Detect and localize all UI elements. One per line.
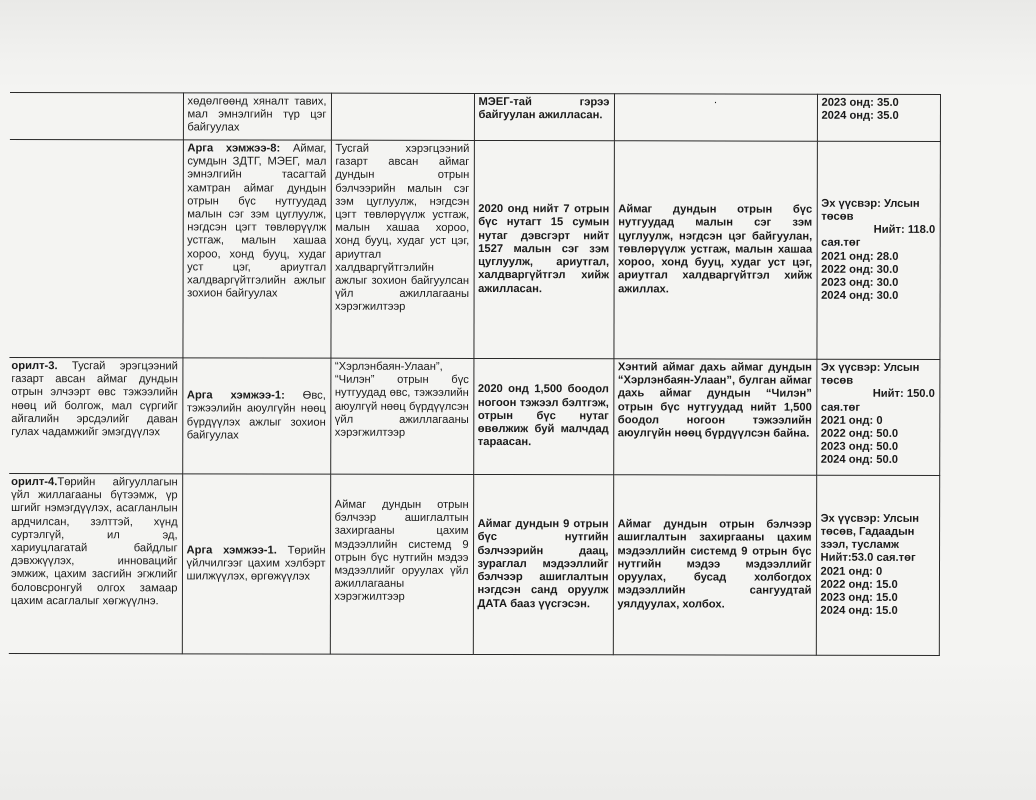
cell-measure — [182, 474, 330, 654]
cell-target — [614, 94, 817, 141]
cell-indicator — [331, 93, 474, 140]
document-table-wrapper — [9, 92, 940, 656]
cell-text: Төрийн үйлчилгээг цахим хэлбэрт шилжүүлэх, өргөжүүлэх — [186, 544, 326, 583]
cell-budget — [816, 475, 939, 655]
cell-text: Аймаг дундын отрын бэлчээр ашиглалтын захиргааны цахим мэдээллийн системд 9 отрын бүс нутгийн мэдээ мэдээллийг оруулах, бусад холбогдох мэдээллийн сангуудтай уялдуулах, холбох. — [617, 518, 812, 610]
cell-objective — [9, 473, 182, 653]
budget-line: 2021 онд: 28.0 — [821, 250, 899, 263]
cell-objective — [9, 139, 182, 357]
cell-text: Хэнтий аймаг дахь аймаг дундын “Хэрлэнбаян-Улаан”, булган аймаг дахь аймаг дундын “Чилэн” отрын бүс нутгуудад нийт 1,500 боодол ногоон тэжээлийн аюулгүйн нөөц бүрдүүлсэн байна. — [617, 361, 812, 440]
budget-line: Эх үүсвэр: Улсын төсөв — [820, 361, 920, 387]
cell-text: Тусгай хэрэгцээний газарт авсан аймаг дундын отрын бэлчээрийн малын сэг зэм цуглуулж, нэгдсэн цэгт төвлөрүүлж устгаж, малын хашаа хороо, хонд бууц, худаг уст цэг, ариутгал халдваргүйтгэлийн ажлыг зохион байгуулсан үйл ажиллагааны хэрэгжилтээр — [335, 142, 470, 314]
cell-text: 2020 онд нийт 7 отрын бүс нутагт 15 сумын нутаг дэвсгэрт нийт 1527 малын сэг зэм цуглуулж, ариутгал, халдваргүйтгэл хийж ажилласан. — [478, 203, 610, 295]
scan-bottom-margin — [0, 655, 1036, 800]
cell-text: “Хэрлэнбаян-Улаан”, “Чилэн” отрын бүс нутгуудад өвс, тэжээлийн аюулгүй нөөц бүрдүүлсэн үйл ажиллагааны хэрэгжилтээр — [334, 360, 469, 439]
cell-measure — [182, 140, 330, 358]
budget-line: 2022 онд: 15.0 — [820, 578, 898, 591]
objective-heading: орилт-3. — [11, 360, 58, 373]
budget-line: 2022 онд: 30.0 — [821, 263, 899, 276]
budget-line: 2024 онд: 50.0 — [820, 454, 899, 467]
budget-line: Нийт: 118.0 — [873, 223, 936, 237]
action-plan-table — [9, 92, 941, 656]
cell-baseline — [473, 474, 613, 654]
table-row — [9, 139, 939, 359]
cell-target — [613, 475, 816, 655]
budget-line: Эх үүсвэр: Улсын төсөв, Гадаадын зээл, тусламж — [820, 512, 920, 551]
cell-budget — [816, 141, 939, 359]
cell-text: · — [713, 96, 718, 109]
budget-line: Нийт: 150.0 — [872, 388, 935, 401]
budget-line: 2023 онд: 50.0 — [820, 440, 899, 454]
cell-budget — [817, 94, 940, 141]
budget-line: 2024 онд: 35.0 — [821, 109, 899, 123]
cell-text: МЭЕГ-тай гэрээ байгуулан ажилласан. — [478, 95, 610, 122]
budget-line: 2024 онд: 30.0 — [821, 289, 899, 302]
table-row — [9, 473, 939, 655]
cell-indicator — [330, 358, 473, 474]
cell-text: Тусгай эрэгцээний газарт авсан аймаг дундын отрын элчээрт өвс тэжээлийн нөөц ий болгож, мал сүргийг айгалийн эрсдэлийг даван гулах чадамжийг эмэгдүүлэх — [11, 360, 178, 439]
cell-baseline — [474, 93, 614, 140]
measure-heading: Арга хэмжээ-1. — [186, 544, 277, 557]
table-row — [10, 93, 940, 142]
cell-objective — [9, 357, 182, 473]
table-row — [9, 357, 939, 475]
cell-indicator — [330, 140, 473, 358]
cell-text: Аймаг, сумдын ЗДТГ, МЭЕГ, мал эмнэлгийн тасагтай хамтран аймаг дундын отрын бүс нутгуудад малын сэг зэм цуглуулж, нэгдсэн цэгт төвлөрүүлж устгаж, малын хашаа хороо, хонд бууц, худаг уст цэг, ариутгал халдваргүйтгэлийн ажлыг зохион байгуулах — [187, 142, 327, 300]
budget-line: 2023 онд: 35.0 — [821, 96, 899, 109]
budget-line: 2022 онд: 50.0 — [820, 427, 899, 440]
budget-line: 2021 онд: 0 — [820, 565, 883, 578]
budget-line: 2023 онд: 15.0 — [820, 591, 898, 604]
cell-text: Төрийн айгууллагын үйл жиллагааны бүтээмж, үр шгийг нэмэгдүүлэх, асагланлын ардчилсан, зэлттэй, хүнд суртэлгүй, ил эд, хариуцлагатай байдлыг дэвхжүүлэх, инновацийг эмжиж, цахим засгийн эгжлийг боловсронгуй олгох замаар цахим асаглалыг хөгжүүлнэ. — [10, 476, 178, 608]
measure-heading: Арга хэмжээ-1: — [186, 389, 285, 402]
measure-heading: Арга хэмжээ-8: — [187, 142, 281, 155]
cell-text: Аймаг дундын отрын бэлчээр ашиглалтын захиргааны цахим мэдээллийн системд 9 отрын бүс нутгийн мэдээ мэдээллийг оруулах үйл ажиллагааны хэрэгжилтээр — [334, 498, 469, 604]
budget-line: 2023 онд: 30.0 — [821, 276, 899, 289]
budget-line: 2024 онд: 15.0 — [820, 604, 898, 617]
cell-target — [613, 359, 816, 475]
cell-target — [613, 141, 816, 359]
objective-heading: орилт-4. — [11, 476, 58, 489]
cell-text: Аймаг дундын отрын бүс нутгуудад малын сэг зэм цуглуулж, нэгдсэн цэг байгуулан, төвлөрүүлж устгаж, малын хашаа хороо, хонд бууц, худаг уст цэг, ариутгал халдваргүйтгэл хийж ажиллах. — [618, 203, 813, 295]
budget-line: 2021 онд: 0 — [820, 414, 883, 427]
cell-budget — [816, 359, 939, 475]
budget-line: сая.төг — [821, 236, 861, 250]
cell-baseline — [473, 140, 613, 358]
cell-measure — [182, 358, 330, 474]
cell-text: хөдөлгөөнд хяналт тавих, мал эмнэлгийн түр цэг байгуулах — [187, 95, 330, 134]
cell-indicator — [330, 474, 473, 654]
cell-text: Өвс, тэжээлийн аюулгүйн нөөц бүрдүүлэх ажлыг зохион байгуулах — [186, 389, 326, 442]
cell-baseline — [473, 358, 613, 474]
cell-objective — [10, 93, 183, 140]
cell-text: 2020 онд 1,500 боодол ногоон тэжээл бэлтгэж, отрын бүс нутаг өвөлжиж буй малчдад тараасан. — [477, 383, 609, 449]
budget-line: Нийт:53.0 сая.төг — [820, 551, 916, 565]
budget-line: сая.төг — [820, 401, 861, 414]
cell-text: Аймаг дундын 9 отрын бүс нутгийн бэлчээрийн даац, зураглал мэдээллийг бэлчээр ашиглалтын нэгдсэн санд оруулж ДАТА бааз үүсгэсэн. — [477, 518, 609, 610]
budget-line: Эх үүсвэр: Улсын төсөв — [821, 197, 920, 223]
cell-measure — [183, 93, 331, 140]
scan-top-margin — [0, 0, 1036, 92]
